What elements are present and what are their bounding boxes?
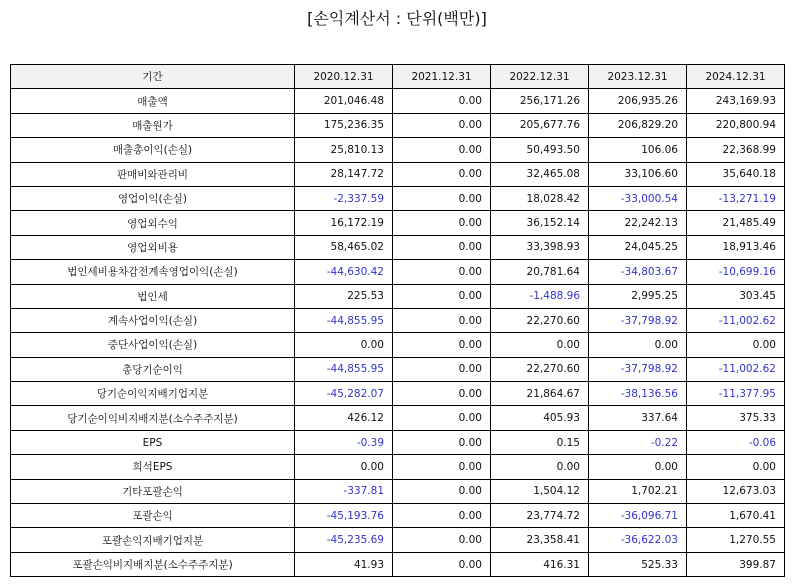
value-cell: -36,096.71 [589, 504, 687, 528]
value-cell: -1,488.96 [491, 284, 589, 308]
table-row [11, 211, 785, 235]
value-cell: 1,270.55 [687, 528, 785, 552]
value-cell: 22,368.99 [687, 138, 785, 162]
value-cell: 0.00 [687, 333, 785, 357]
value-cell: 0.00 [589, 333, 687, 357]
row-label: 중단사업이익(손실) [11, 333, 295, 357]
value-cell: 33,398.93 [491, 235, 589, 259]
value-cell: 16,172.19 [295, 211, 393, 235]
value-cell: 25,810.13 [295, 138, 393, 162]
value-cell: 22,270.60 [491, 308, 589, 332]
value-cell: 50,493.50 [491, 138, 589, 162]
value-cell: 28,147.72 [295, 162, 393, 186]
column-header-date: 2024.12.31 [687, 65, 785, 89]
value-cell: 416.31 [491, 552, 589, 576]
value-cell: 12,673.03 [687, 479, 785, 503]
value-cell: 1,702.21 [589, 479, 687, 503]
table-row [11, 162, 785, 186]
table-row [11, 284, 785, 308]
table-row [11, 308, 785, 332]
row-label: 매출원가 [11, 113, 295, 137]
value-cell: 35,640.18 [687, 162, 785, 186]
value-cell: 0.00 [393, 430, 491, 454]
value-cell: 0.00 [393, 162, 491, 186]
table-row [11, 528, 785, 552]
value-cell: 22,270.60 [491, 357, 589, 381]
value-cell: 0.00 [393, 308, 491, 332]
column-header-date: 2023.12.31 [589, 65, 687, 89]
row-label: 판매비와관리비 [11, 162, 295, 186]
income-statement-table [10, 64, 785, 577]
table-row [11, 235, 785, 259]
value-cell: 106.06 [589, 138, 687, 162]
table-row [11, 455, 785, 479]
row-label: 당기순이익지배기업지분 [11, 382, 295, 406]
table-row [11, 406, 785, 430]
value-cell: 33,106.60 [589, 162, 687, 186]
value-cell: 0.00 [491, 455, 589, 479]
value-cell: -44,855.95 [295, 357, 393, 381]
value-cell: 375.33 [687, 406, 785, 430]
value-cell: 220,800.94 [687, 113, 785, 137]
value-cell: 36,152.14 [491, 211, 589, 235]
value-cell: -33,000.54 [589, 186, 687, 210]
row-label: 희석EPS [11, 455, 295, 479]
value-cell: 23,358.41 [491, 528, 589, 552]
page-title: [손익계산서 : 단위(백만)] [307, 9, 487, 28]
table-row [11, 260, 785, 284]
value-cell: -0.39 [295, 430, 393, 454]
value-cell: 2,995.25 [589, 284, 687, 308]
value-cell: 0.00 [491, 333, 589, 357]
row-label: 계속사업이익(손실) [11, 308, 295, 332]
table-row [11, 382, 785, 406]
value-cell: 0.00 [393, 89, 491, 113]
value-cell: 201,046.48 [295, 89, 393, 113]
value-cell: 18,028.42 [491, 186, 589, 210]
value-cell: 0.15 [491, 430, 589, 454]
value-cell: 24,045.25 [589, 235, 687, 259]
value-cell: 0.00 [589, 455, 687, 479]
value-cell: -44,855.95 [295, 308, 393, 332]
row-label: 기타포괄손익 [11, 479, 295, 503]
column-header-date: 2020.12.31 [295, 65, 393, 89]
row-label: 포괄손익지배기업지분 [11, 528, 295, 552]
value-cell: -11,002.62 [687, 357, 785, 381]
value-cell: -0.22 [589, 430, 687, 454]
value-cell: -11,002.62 [687, 308, 785, 332]
value-cell: 21,864.67 [491, 382, 589, 406]
value-cell: -34,803.67 [589, 260, 687, 284]
value-cell: 337.64 [589, 406, 687, 430]
value-cell: -36,622.03 [589, 528, 687, 552]
row-label: 영업이익(손실) [11, 186, 295, 210]
value-cell: 206,935.26 [589, 89, 687, 113]
row-label: 포괄손익비지배지분(소수주주지분) [11, 552, 295, 576]
value-cell: 256,171.26 [491, 89, 589, 113]
value-cell: 405.93 [491, 406, 589, 430]
value-cell: 0.00 [393, 382, 491, 406]
value-cell: 21,485.49 [687, 211, 785, 235]
value-cell: 225.53 [295, 284, 393, 308]
value-cell: -38,136.56 [589, 382, 687, 406]
value-cell: 18,913.46 [687, 235, 785, 259]
header-row [11, 65, 785, 89]
row-label: 매출총이익(손실) [11, 138, 295, 162]
row-label: EPS [11, 430, 295, 454]
value-cell: 0.00 [393, 406, 491, 430]
table-row [11, 113, 785, 137]
value-cell: 0.00 [687, 455, 785, 479]
column-header-date: 2021.12.31 [393, 65, 491, 89]
value-cell: -37,798.92 [589, 308, 687, 332]
value-cell: 1,504.12 [491, 479, 589, 503]
row-label: 포괄손익 [11, 504, 295, 528]
value-cell: 205,677.76 [491, 113, 589, 137]
value-cell: 303.45 [687, 284, 785, 308]
table-body [11, 89, 785, 577]
row-label: 법인세비용차감전계속영업이익(손실) [11, 260, 295, 284]
value-cell: 0.00 [393, 528, 491, 552]
value-cell: 0.00 [393, 284, 491, 308]
value-cell: 58,465.02 [295, 235, 393, 259]
row-label: 영업외비용 [11, 235, 295, 259]
value-cell: 0.00 [393, 552, 491, 576]
row-label: 영업외수익 [11, 211, 295, 235]
value-cell: 0.00 [393, 186, 491, 210]
value-cell: -37,798.92 [589, 357, 687, 381]
value-cell: 426.12 [295, 406, 393, 430]
value-cell: -45,193.76 [295, 504, 393, 528]
value-cell: -45,235.69 [295, 528, 393, 552]
table-row [11, 333, 785, 357]
value-cell: 0.00 [393, 357, 491, 381]
value-cell: 0.00 [393, 138, 491, 162]
value-cell: 1,670.41 [687, 504, 785, 528]
value-cell: 206,829.20 [589, 113, 687, 137]
table-row [11, 357, 785, 381]
value-cell: 175,236.35 [295, 113, 393, 137]
row-label: 법인세 [11, 284, 295, 308]
row-label: 총당기순이익 [11, 357, 295, 381]
value-cell: 23,774.72 [491, 504, 589, 528]
value-cell: -45,282.07 [295, 382, 393, 406]
row-label: 당기순이익비지배지분(소수주주지분) [11, 406, 295, 430]
column-header-date: 2022.12.31 [491, 65, 589, 89]
value-cell: 0.00 [295, 333, 393, 357]
value-cell: 525.33 [589, 552, 687, 576]
table-row [11, 430, 785, 454]
value-cell: -10,699.16 [687, 260, 785, 284]
value-cell: 0.00 [393, 235, 491, 259]
value-cell: -11,377.95 [687, 382, 785, 406]
value-cell: 32,465.08 [491, 162, 589, 186]
column-header-period: 기간 [11, 65, 295, 89]
value-cell: 0.00 [393, 260, 491, 284]
table-row [11, 504, 785, 528]
value-cell: -2,337.59 [295, 186, 393, 210]
table-row [11, 89, 785, 113]
value-cell: 243,169.93 [687, 89, 785, 113]
value-cell: -0.06 [687, 430, 785, 454]
value-cell: 0.00 [393, 113, 491, 137]
value-cell: 41.93 [295, 552, 393, 576]
value-cell: 20,781.64 [491, 260, 589, 284]
value-cell: 22,242.13 [589, 211, 687, 235]
value-cell: 399.87 [687, 552, 785, 576]
value-cell: -337.81 [295, 479, 393, 503]
table-row [11, 552, 785, 576]
table-row [11, 186, 785, 210]
value-cell: -44,630.42 [295, 260, 393, 284]
value-cell: 0.00 [393, 455, 491, 479]
row-label: 매출액 [11, 89, 295, 113]
table-row [11, 479, 785, 503]
value-cell: 0.00 [393, 479, 491, 503]
value-cell: 0.00 [393, 333, 491, 357]
value-cell: 0.00 [393, 504, 491, 528]
value-cell: 0.00 [295, 455, 393, 479]
table-row [11, 138, 785, 162]
value-cell: 0.00 [393, 211, 491, 235]
value-cell: -13,271.19 [687, 186, 785, 210]
